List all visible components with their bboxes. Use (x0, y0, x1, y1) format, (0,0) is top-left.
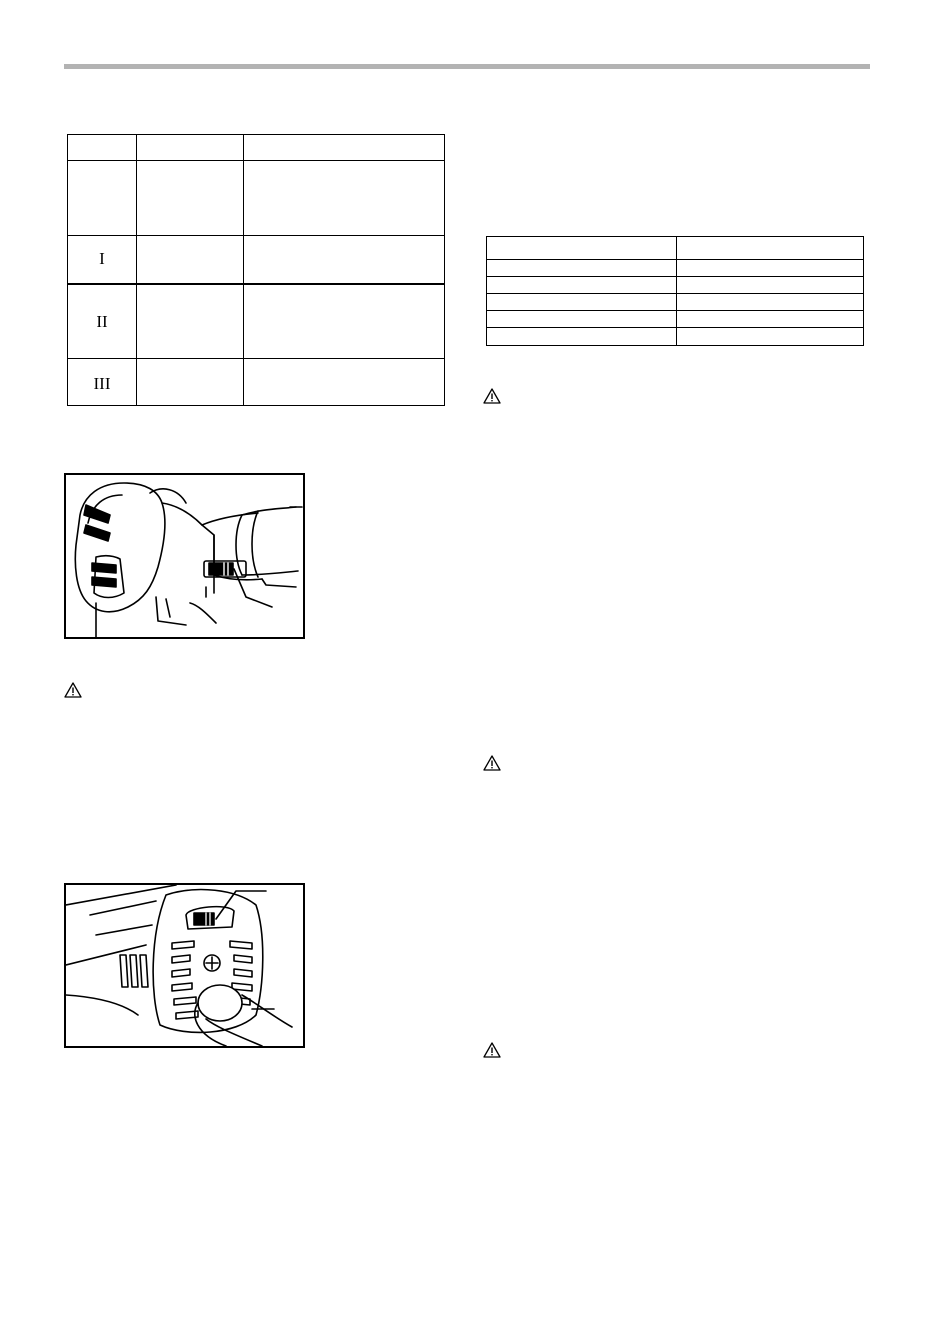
mode-table (67, 134, 445, 406)
tool-side-illustration (64, 473, 305, 639)
mode-symbol-3: III (93, 374, 111, 393)
column-divider (676, 237, 677, 345)
table-row-divider (68, 235, 444, 236)
warning-triangle-icon (64, 682, 82, 698)
table-row-divider (487, 327, 863, 328)
tool-side-drawing (66, 475, 303, 637)
table-row-divider (68, 358, 444, 359)
column-divider (243, 135, 244, 405)
table-row-divider (487, 276, 863, 277)
header-rule (64, 64, 870, 69)
warning-triangle-icon (483, 755, 501, 771)
table-row-divider (487, 310, 863, 311)
mode-symbol-2: II (96, 312, 108, 331)
table-row-divider (487, 293, 863, 294)
mode-symbol-1: I (99, 249, 105, 268)
spec-table (486, 236, 864, 346)
table-row-divider (487, 259, 863, 260)
table-row-divider (68, 160, 444, 161)
warning-triangle-icon (483, 1042, 501, 1058)
warning-triangle-icon (483, 388, 501, 404)
tool-rear-drawing (66, 885, 303, 1046)
table-row-divider (68, 283, 444, 285)
column-divider (136, 135, 137, 405)
tool-rear-illustration (64, 883, 305, 1048)
